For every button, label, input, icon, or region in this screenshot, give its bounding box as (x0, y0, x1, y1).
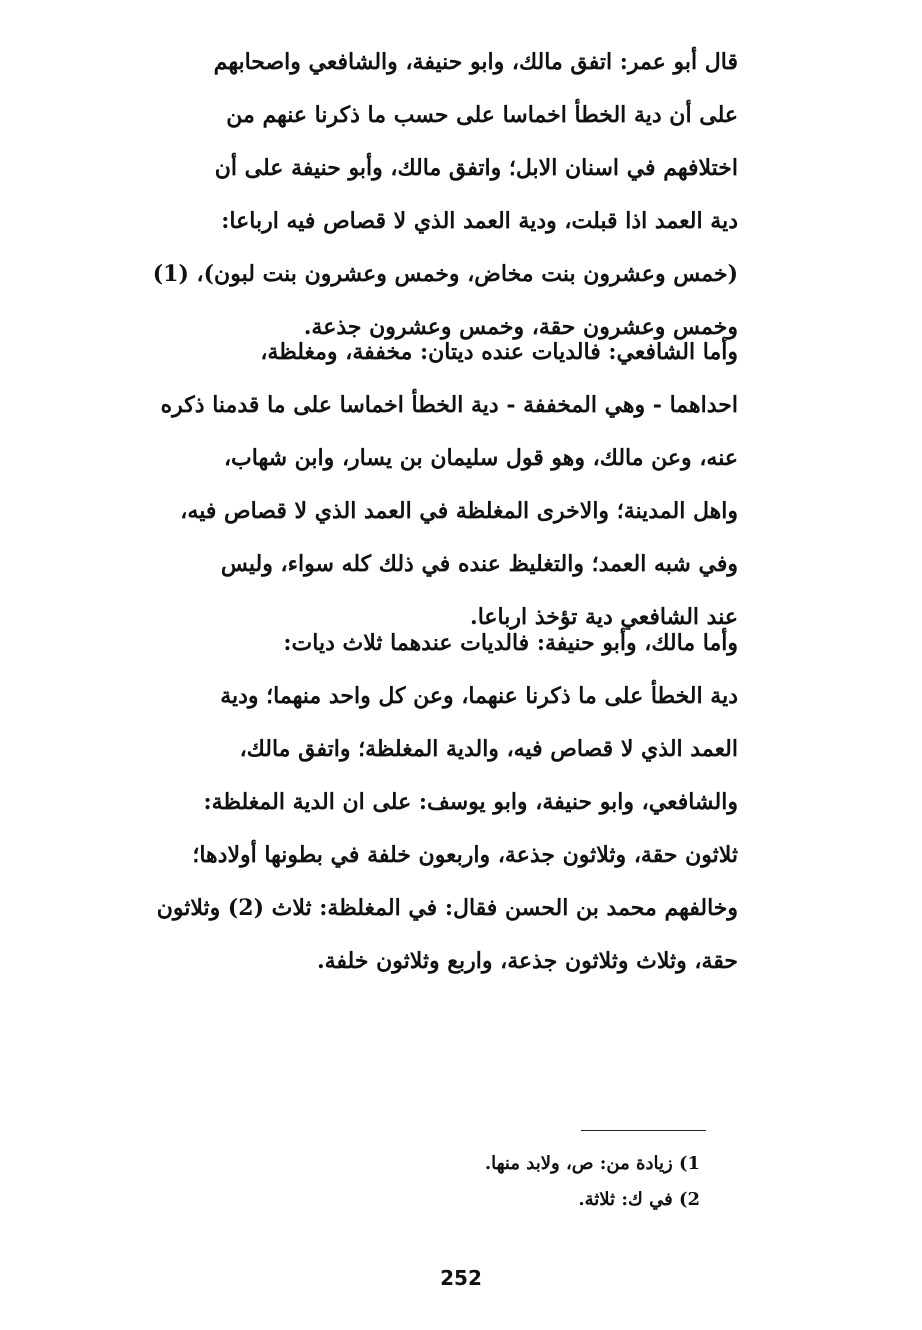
text-line: وأما الشافعي: فالديات عنده ديتان: مخففة، ومغلظة، (260, 339, 738, 365)
text-line: عنه، وعن مالك، وهو قول سليمان بن يسار، وابن شهاب، (223, 445, 738, 471)
text-line: وأما مالك، وأبو حنيفة: فالديات عندهما ثلاث ديات: (283, 630, 738, 656)
text-line: على أن دية الخطأ اخماسا على حسب ما ذكرنا عنهم من (226, 102, 738, 128)
footnote: 2) في ك: ثلاثة. (578, 1189, 700, 1210)
text-line: دية العمد اذا قبلت، ودية العمد الذي لا قصاص فيه ارباعا: (221, 208, 738, 234)
text-line: حقة، وثلاث وثلاثون جذعة، واربع وثلاثون خلفة. (316, 948, 738, 974)
footnote-divider (581, 1130, 706, 1131)
page-number: 252 (440, 1266, 482, 1290)
text-line: العمد الذي لا قصاص فيه، والدية المغلظة؛ واتفق مالك، (239, 736, 738, 762)
text-line: اختلافهم في اسنان الابل؛ واتفق مالك، وأبو حنيفة على أن (214, 155, 738, 181)
text-line: وفي شبه العمد؛ والتغليظ عنده في ذلك كله سواء، وليس (220, 551, 738, 577)
text-line: احداهما - وهي المخففة - دية الخطأ اخماسا على ما قدمنا ذكره (160, 392, 738, 418)
text-line: قال أبو عمر: اتفق مالك، وابو حنيفة، والشافعي واصحابهم (213, 49, 738, 75)
paragraph-3 (96, 617, 738, 988)
text-line: (خمس وعشرون بنت مخاض، وخمس وعشرون بنت لبون)، (1) (152, 261, 738, 287)
text-line: عند الشافعي دية تؤخذ ارباعا. (470, 604, 738, 630)
paragraph-1 (96, 36, 738, 354)
footnote: 1) زيادة من: ص، ولابد منها. (484, 1153, 700, 1174)
footnotes (320, 1146, 700, 1218)
text-line: واهل المدينة؛ والاخرى المغلظة في العمد الذي لا قصاص فيه، (180, 498, 738, 524)
text-line: ثلاثون حقة، وثلاثون جذعة، واربعون خلفة في بطونها أولادها؛ (192, 842, 738, 868)
text-line: دية الخطأ على ما ذكرنا عنهما، وعن كل واحد منهما؛ ودية (220, 683, 738, 709)
paragraph-2 (96, 326, 738, 644)
text-line: وخمس وعشرون حقة، وخمس وعشرون جذعة. (303, 314, 738, 340)
text-line: وخالفهم محمد بن الحسن فقال: في المغلظة: ثلاث (2) وثلاثون (156, 895, 738, 921)
text-line: والشافعي، وابو حنيفة، وابو يوسف: على ان الدية المغلظة: (203, 789, 738, 815)
